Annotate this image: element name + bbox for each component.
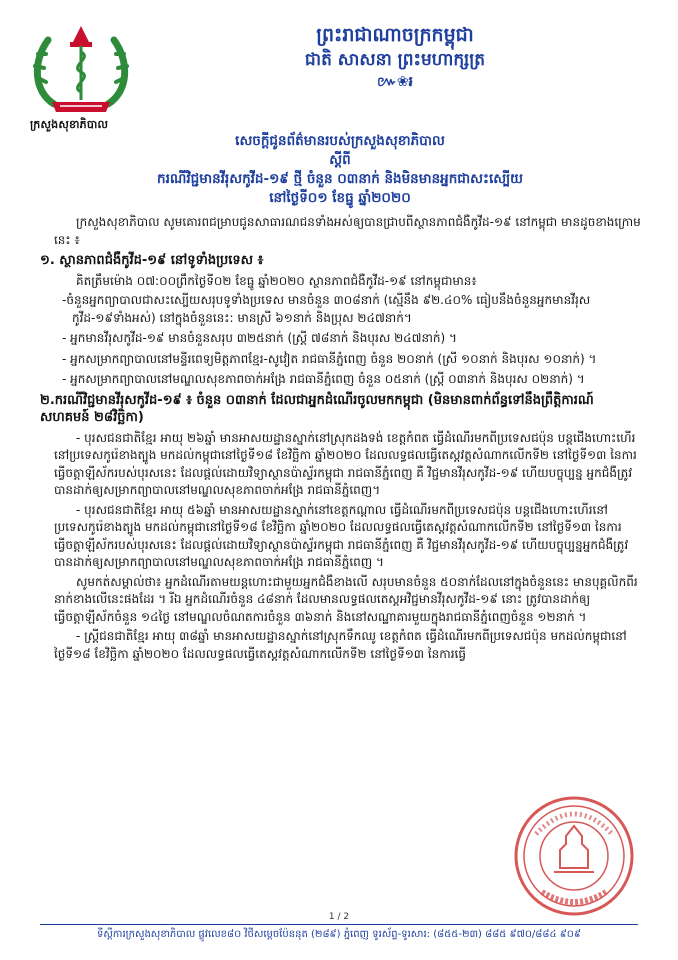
- official-seal-stamp: [512, 794, 636, 918]
- case-1-paragraph: - បុរសជនជាតិខ្មែរ អាយុ ២៦ឆ្នាំ មានអាសយដ្ឋានស្នាក់នៅស្រុកដងទង់ ខេត្តកំពត ធ្វើដំណើរមកពីប្រទេសជប៉ុន បន្តជើងហោះហើរនៅប្រទេសកូរ៉េខាងត្បូង មកដល់កម្ពុជានៅថ្ងៃទី១៨ ខែវិច្ឆិកា ឆ្នាំ២០២០ ដែលលទ្ធផលធ្វើតេស្តវត្តសំណាកលើកទី២ នៅថ្ងៃទី១៣ នៃការធ្វើចត្តាឡីស័ករបស់បុរសនេះ ដែលផ្តល់ដោយវិទ្យាស្ថានប៉ាស្ទ័រកម្ពុជា រាជធានីភ្នំពេញ គឺ វិជ្ជមានវីរុសកូវីដ-១៩ ហើយបច្ចុប្បន្ន អ្នកជំងឺត្រូវបានដាក់ឲ្យសម្រាកព្យាបាលនៅមណ្ឌលសុខភាពចាក់អង្រែ រាជធានីភ្នំពេញ។: [54, 430, 637, 497]
- document-body: [40, 214, 642, 665]
- title-line-1: សេចក្តីជូនព័ត៌មានរបស់ក្រសួងសុខាភិបាល: [235, 133, 445, 149]
- bullet-health-center: - អ្នកសម្រាកព្យាបាលនៅមណ្ឌលសុខភាពចាក់អង្រែ រាជធានីភ្នំពេញ ចំនួន ០៥នាក់ (ស្ត្រី ០៣នាក់ និងបុរស ០២នាក់) ។: [62, 372, 585, 386]
- bullet-total-cases: - អ្នកមានវីរុសកូវីដ-១៩ មានចំនួនសរុប ៣២៥នាក់ (ស្ត្រី ៧៨នាក់ និងបុរស ២៤៧នាក់) ។: [62, 331, 457, 345]
- page-number: 1 / 2: [328, 912, 350, 922]
- kingdom-line: ព្រះរាជាណាចក្រកម្ពុជា: [316, 24, 474, 46]
- ministry-name: ក្រសួងសុខាភិបាល: [30, 118, 109, 131]
- footer-address: ទីស្តីការក្រសួងសុខាភិបាល ផ្លូវលេខ៨០ វិថីសម្តេចប៉ែននុត (២៨៩) ភ្នំពេញ ទូរស័ព្ទ-ទូរសារ: (៨៥៥-២៣) ៨៨៥ ៩៧០/៨៨៤ ៩០៩: [97, 929, 581, 940]
- document-title: [40, 132, 640, 208]
- motto-line: ជាតិ សាសនា ព្រះមហាក្សត្រ: [304, 50, 486, 70]
- section-1-lead: គិតត្រឹមម៉ោង ០៧:០០ព្រឹកថ្ងៃទី០២ ខែធ្នូ ឆ្នាំ២០២០ ស្ថានភាពជំងឺកូវីដ-១៩ នៅកម្ពុជាមាន៖: [76, 273, 477, 288]
- title-line-4: នៅថ្ងៃទី០១ ខែធ្នូ ឆ្នាំ២០២០: [269, 190, 411, 206]
- bullet-hospital: - អ្នកសម្រាកព្យាបាលនៅមន្ទីរពេទ្យមិត្តភាពខ្មែរ-សូវៀត រាជធានីភ្នំពេញ ចំនួន ២០នាក់ (ស្រី ១០នាក់ និងបុរស ១០នាក់) ។: [62, 351, 597, 366]
- kingdom-header: [180, 22, 610, 92]
- section-2-heading: ២.ករណីវិជ្ជមានវីរុសកូវីដ-១៩ ៖ ចំនួន ០៣នាក់ ដែលជាអ្នកដំណើរចូលមកកម្ពុជា (មិនមានពាក់ព័ន្ធទៅនឹងព្រឹត្តិការណ៍សហគមន៍ ២៨វិច្ឆិកា): [40, 392, 594, 425]
- ministry-logo-icon: [26, 22, 136, 122]
- case-3-paragraph: - ស្ត្រីជនជាតិខ្មែរ អាយុ ៣៨ឆ្នាំ មានអាសយដ្ឋានស្នាក់នៅស្រុកទឹកឈូ ខេត្តកំពត ធ្វើដំណើរមកពីប្រទេសជប៉ុន មកដល់កម្ពុជានៅថ្ងៃទី១៨ ខែវិច្ឆិកា ឆ្នាំ២០២០ ដែលលទ្ធផលធ្វើតេស្តវត្តសំណាកលើកទី២ នៅថ្ងៃទី១៣ នៃការធ្វើ: [54, 629, 627, 661]
- intro-paragraph: ក្រសួងសុខាភិបាល សូមគោរពជម្រាបជូនសាធារណជនទាំងអស់ឲ្យបានជ្រាបពីស្ថានភាពជំងឺកូវីដ-១៩ នៅកម្ពុជា មានដូចខាងក្រោមនេះ ៖: [54, 215, 641, 247]
- title-line-3: ករណីវិជ្ជមានវីរុសកូវីដ-១៩ ថ្មី ចំនួន ០៣នាក់ និងមិនមានអ្នកជាសះស្បើយ: [157, 171, 523, 187]
- note-paragraph: សូមកត់សម្គាល់ថា៖ អ្នកដំណើរតាមយន្តហោះជាមួយអ្នកជំងឺខាងលើ សរុបមានចំនួន ៥០នាក់ដែលនៅក្នុងចំនួននេះ មានបុគ្គលិកពីរនាក់ខាងលើនេះផងដែរ ។ រីឯ អ្នកដំណើរចំនួន ៤៨នាក់ ដែលមានលទ្ធផលតេស្តអវិជ្ជមានវីរុសកូវីដ-១៩ នោះ ត្រូវបានដាក់ឲ្យធ្វើចត្តាឡីស័កចំនួន ១៤ថ្ងៃ នៅមណ្ឌលចំណតការចំនួន ៣៦នាក់ និងនៅសណ្ឋាគារមួយក្នុងរាជធានីភ្នំពេញចំនួន ១២នាក់ ។: [54, 574, 638, 624]
- footer-divider: [40, 924, 638, 925]
- section-1-heading: ១. ស្ថានភាពជំងឺកូវីដ-១៩ នៅទូទាំងប្រទេស ៖: [40, 253, 264, 268]
- case-2-paragraph: - បុរសជនជាតិខ្មែរ អាយុ ៥៦ឆ្នាំ មានអាសយដ្ឋានស្នាក់នៅខេត្តកណ្តាល ធ្វើដំណើរមកពីប្រទេសជប៉ុន បន្តជើងហោះហើរនៅប្រទេសកូរ៉េខាងត្បូង មកដល់កម្ពុជានៅថ្ងៃទី១៨ ខែវិច្ឆិកា ឆ្នាំ២០២០ ដែលលទ្ធផលធ្វើតេស្តវត្តសំណាកលើកទី២ នៅថ្ងៃទី១៣ នៃការធ្វើចត្តាឡីស័ករបស់បុរសនេះ ដែលផ្តល់ដោយវិទ្យាស្ថានប៉ាស្ទ័រកម្ពុជា រាជធានីភ្នំពេញ គឺ វិជ្ជមានវីរុសកូវីដ-១៩ ហើយបច្ចុប្បន្នអ្នកជំងឺត្រូវបានដាក់ឲ្យសម្រាកព្យាបាលនៅមណ្ឌលសុខភាពចាក់អង្រែ រាជធានីភ្នំពេញ ។: [54, 502, 629, 569]
- ornament: ៚❀៛: [377, 74, 413, 90]
- bullet-recovered: -ចំនួនអ្នកព្យាបាលជាសះស្បើយសរុបទូទាំងប្រទេស មានចំនួន ៣០៨នាក់ (ស្មើនឹង ៩២.៤០% ធៀបនឹងចំនួនអ្នកមានវីរុស កូវីដ-១៩ទាំងអស់) នៅក្នុងចំនួននេះ: មានស្រី ៦១នាក់ និងប្រុស ២៤៧នាក់។: [62, 293, 591, 325]
- title-line-2: ស្តីពី: [329, 152, 351, 168]
